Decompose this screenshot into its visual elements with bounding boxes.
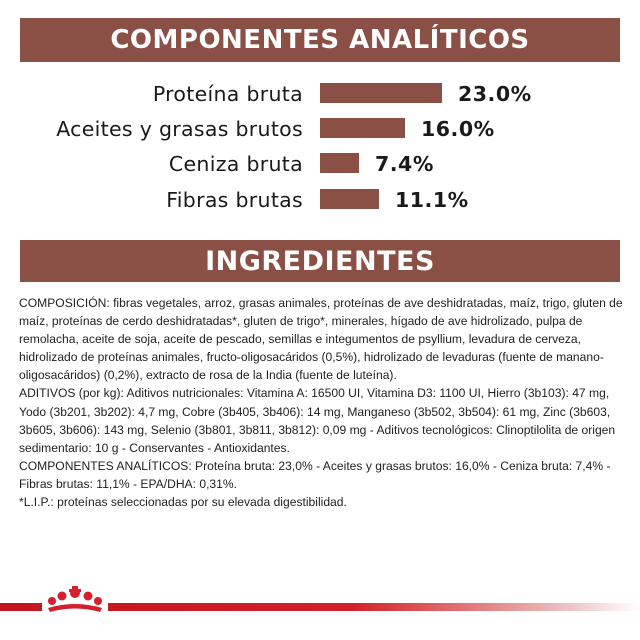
composition-paragraph: COMPOSICIÓN: fibras vegetales, arroz, grasas animales, proteínas de ave deshidratadas, maíz, trigo, gluten de maíz, proteínas de cerdo deshidratadas*, gluten de trigo*, minerales, hígado de ave hidrolizado, pulpa de remolacha, aceite de soja, aceite de pescado, semillas e integumentos de psyllium, levadura de cerveza, hidrolizado de proteínas animales, fructo-oligosacáridos (0,5%), hidrolizado de levaduras (fuente de manano-oligosacáridos) (0,2%), extracto de rosa de la India (fuente de luteína). [19, 296, 623, 383]
analytic-components-paragraph: COMPONENTES ANALÍTICOS: Proteína bruta: 23,0% - Aceites y grasas brutos: 16,0% - Ceniza bruta: 7,4% - Fibras brutas: 11,1% - EPA/DHA: 0,31%. [19, 458, 611, 491]
lip-note-paragraph: *L.I.P.: proteínas seleccionadas por su elevada digestibilidad. [19, 495, 347, 510]
row-label: Fibras brutas [166, 188, 303, 212]
row-label: Aceites y grasas brutos [56, 117, 303, 141]
row-value: 7.4% [375, 152, 434, 176]
row-bar [320, 118, 405, 138]
row-bar [320, 153, 359, 173]
analytic-row-fats [0, 114, 640, 144]
analytic-components-title: COMPONENTES ANALÍTICOS [110, 25, 530, 55]
analytic-components-banner [20, 18, 620, 62]
row-label: Proteína bruta [152, 82, 303, 106]
analytic-row-fiber [0, 185, 640, 215]
analytic-row-protein [0, 79, 640, 109]
row-value: 16.0% [421, 117, 495, 141]
row-label: Ceniza bruta [168, 152, 303, 176]
ingredients-text-block [19, 294, 625, 511]
ingredients-banner [20, 240, 620, 282]
row-value: 23.0% [458, 82, 532, 106]
analytic-row-ash [0, 149, 640, 179]
ingredients-title: INGREDIENTES [205, 245, 435, 277]
row-bar [320, 189, 379, 209]
crown-logo-icon [42, 584, 108, 614]
additives-paragraph: ADITIVOS (por kg): Aditivos nutricionales: Vitamina A: 16500 UI, Vitamina D3: 1100 UI, Hierro (3b103): 47 mg, Yodo (3b201, 3b202): 4,7 mg, Cobre (3b405, 3b406): 14 mg, Manganeso (3b502, 3b504): 61 mg, Zinc (3b603, 3b605, 3b606): 143 mg, Selenio (3b801, 3b811, 3b812): 0,09 mg - Aditivos tecnológicos: Clinoptilolita de origen sedimentario: 10 g - Conservantes - Antioxidantes. [19, 386, 616, 455]
row-bar [320, 83, 442, 103]
row-value: 11.1% [395, 188, 469, 212]
